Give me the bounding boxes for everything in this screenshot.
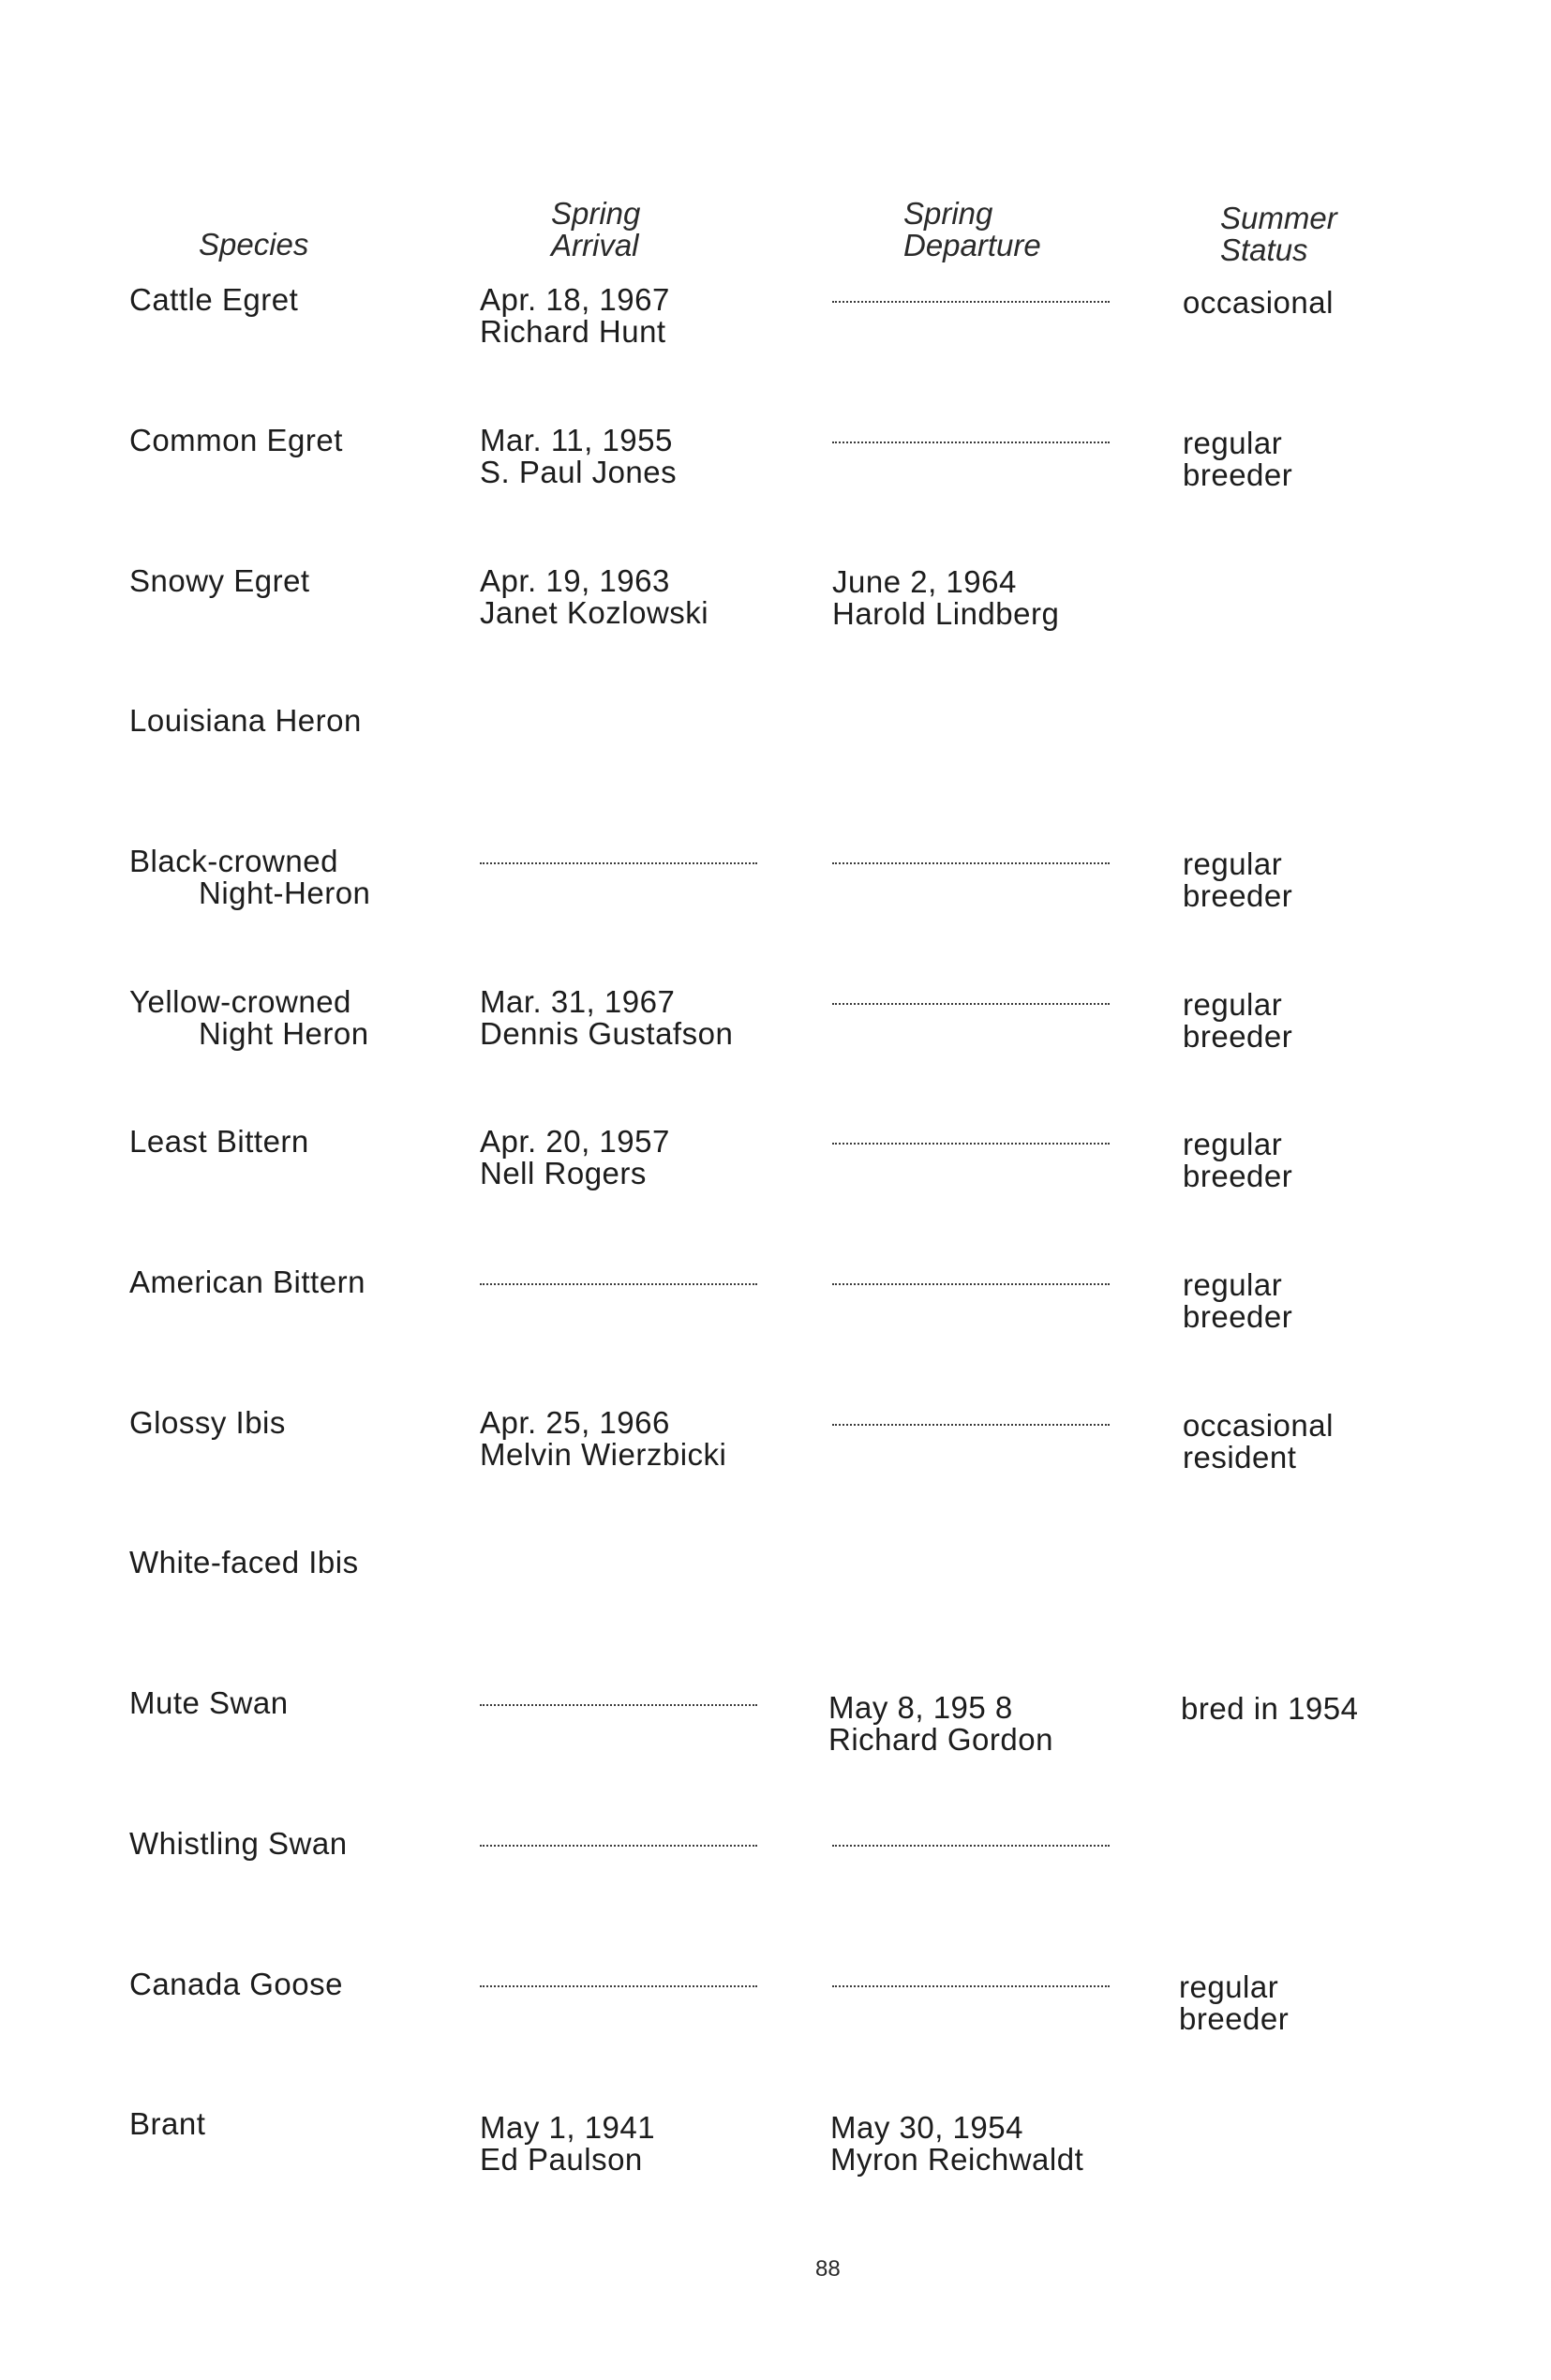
- arrival-blank-line: [480, 1704, 757, 1706]
- header-spring-arrival: [551, 198, 640, 262]
- species-cell: [129, 1266, 365, 1298]
- departure-cell: [830, 2112, 1083, 2176]
- departure-date: May 8, 195 8: [828, 1690, 1013, 1725]
- species-name: Snowy Egret: [129, 563, 310, 598]
- status-cell: [1183, 427, 1292, 491]
- status-text-2: breeder: [1183, 1299, 1293, 1334]
- status-text: regular: [1183, 987, 1283, 1022]
- table-row: [0, 565, 1551, 678]
- species-cell: [129, 986, 369, 1050]
- arrival-date: Apr. 19, 1963: [480, 563, 670, 598]
- status-cell: [1183, 1410, 1334, 1474]
- species-cell: [129, 1547, 359, 1579]
- header-summer-status: [1220, 202, 1337, 266]
- arrival-observer: S. Paul Jones: [480, 455, 678, 489]
- arrival-cell: [480, 1126, 670, 1190]
- status-cell: [1183, 848, 1292, 912]
- arrival-date: May 1, 1941: [480, 2110, 656, 2145]
- species-cell: [129, 705, 362, 737]
- species-cell: [129, 1968, 343, 2000]
- arrival-observer: Ed Paulson: [480, 2142, 643, 2177]
- status-text-2: breeder: [1183, 878, 1293, 913]
- header-departure-line1: Spring: [903, 196, 993, 231]
- species-name: Mute Swan: [129, 1685, 289, 1720]
- arrival-cell: [480, 2112, 655, 2176]
- status-text: occasional: [1183, 285, 1334, 320]
- table-row: [0, 1407, 1551, 1519]
- table-row: [0, 2108, 1551, 2221]
- departure-blank-line: [832, 1283, 1110, 1285]
- status-text-2: breeder: [1183, 457, 1293, 492]
- species-name: Common Egret: [129, 423, 343, 457]
- status-text: bred in 1954: [1181, 1691, 1359, 1726]
- species-name: White-faced Ibis: [129, 1545, 359, 1579]
- arrival-date: Apr. 18, 1967: [480, 282, 670, 317]
- departure-cell: [828, 1692, 1053, 1756]
- table-row: [0, 284, 1551, 397]
- arrival-blank-line: [480, 1985, 757, 1987]
- arrival-observer: Melvin Wierzbicki: [480, 1437, 727, 1472]
- arrival-observer: Richard Hunt: [480, 314, 666, 349]
- status-cell: [1183, 287, 1334, 319]
- table-row: [0, 1968, 1551, 2081]
- table-row: [0, 705, 1551, 817]
- departure-observer: Richard Gordon: [828, 1722, 1053, 1757]
- species-cell: [129, 565, 310, 597]
- header-arrival-line2: Arrival: [551, 228, 639, 262]
- departure-blank-line: [832, 1845, 1110, 1847]
- arrival-date: Apr. 25, 1966: [480, 1405, 670, 1440]
- arrival-blank-line: [480, 862, 757, 864]
- table-row: [0, 1266, 1551, 1379]
- status-cell: [1183, 989, 1292, 1053]
- departure-blank-line: [832, 1424, 1110, 1426]
- species-name: Yellow-crowned: [129, 984, 351, 1019]
- header-spring-departure: [903, 198, 1041, 262]
- departure-blank-line: [832, 1985, 1110, 1987]
- status-text-2: resident: [1183, 1440, 1297, 1474]
- species-name: Least Bittern: [129, 1124, 309, 1159]
- arrival-date: Apr. 20, 1957: [480, 1124, 670, 1159]
- status-text-2: breeder: [1183, 1019, 1293, 1054]
- species-name: Canada Goose: [129, 1967, 343, 2001]
- departure-blank-line: [832, 1143, 1110, 1145]
- status-text: regular: [1183, 426, 1283, 460]
- header-arrival-line1: Spring: [551, 196, 641, 231]
- species-cell: [129, 1687, 289, 1719]
- departure-date: May 30, 1954: [830, 2110, 1023, 2145]
- species-name: Brant: [129, 2106, 206, 2141]
- species-cell: [129, 2108, 205, 2140]
- departure-date: June 2, 1964: [832, 564, 1017, 599]
- table-row: [0, 1687, 1551, 1800]
- arrival-observer: Janet Kozlowski: [480, 595, 709, 630]
- table-row: [0, 425, 1551, 537]
- arrival-cell: [480, 284, 670, 348]
- arrival-observer: Dennis Gustafson: [480, 1016, 734, 1051]
- header-departure-line2: Departure: [903, 228, 1041, 262]
- header-status-line2: Status: [1220, 232, 1308, 267]
- species-name: Black-crowned: [129, 844, 338, 878]
- status-text-2: breeder: [1179, 2001, 1290, 2036]
- species-cell: [129, 425, 343, 457]
- departure-cell: [832, 566, 1059, 630]
- arrival-blank-line: [480, 1845, 757, 1847]
- arrival-cell: [480, 425, 677, 488]
- species-name: Glossy Ibis: [129, 1405, 286, 1440]
- status-text: regular: [1183, 846, 1283, 881]
- arrival-cell: [480, 986, 733, 1050]
- species-cell: [129, 1828, 348, 1860]
- species-name: Louisiana Heron: [129, 703, 362, 738]
- status-text: regular: [1179, 1969, 1279, 2004]
- status-text: regular: [1183, 1267, 1283, 1302]
- header-species: [199, 229, 308, 261]
- departure-blank-line: [832, 442, 1110, 443]
- status-text: occasional: [1183, 1408, 1334, 1443]
- departure-observer: Harold Lindberg: [832, 596, 1060, 631]
- table-row: [0, 1828, 1551, 1940]
- species-name: American Bittern: [129, 1265, 365, 1299]
- departure-observer: Myron Reichwaldt: [830, 2142, 1084, 2177]
- status-cell: [1179, 1971, 1289, 2035]
- table-row: [0, 1547, 1551, 1659]
- arrival-observer: Nell Rogers: [480, 1156, 647, 1190]
- table-row: [0, 986, 1551, 1099]
- arrival-date: Mar. 31, 1967: [480, 984, 676, 1019]
- arrival-date: Mar. 11, 1955: [480, 423, 673, 457]
- species-cell: [129, 1407, 286, 1439]
- table-row: [0, 1126, 1551, 1238]
- status-cell: [1183, 1129, 1292, 1192]
- header-status-line1: Summer: [1220, 201, 1337, 235]
- page-number: 88: [815, 2256, 841, 2282]
- status-text: regular: [1183, 1127, 1283, 1161]
- species-cell: [129, 284, 298, 316]
- status-text-2: breeder: [1183, 1159, 1293, 1193]
- header-species-label: Species: [199, 227, 309, 262]
- species-name: Cattle Egret: [129, 282, 299, 317]
- arrival-cell: [480, 565, 708, 629]
- species-cell: [129, 846, 370, 909]
- departure-blank-line: [832, 301, 1110, 303]
- departure-blank-line: [832, 862, 1110, 864]
- arrival-cell: [480, 1407, 726, 1471]
- species-cell: [129, 1126, 309, 1158]
- species-name: Whistling Swan: [129, 1826, 348, 1861]
- species-name-2: Night Heron: [199, 1016, 369, 1051]
- table-row: [0, 846, 1551, 958]
- species-name-2: Night-Heron: [199, 876, 371, 910]
- status-cell: [1181, 1693, 1358, 1725]
- arrival-blank-line: [480, 1283, 757, 1285]
- status-cell: [1183, 1269, 1292, 1333]
- departure-blank-line: [832, 1003, 1110, 1005]
